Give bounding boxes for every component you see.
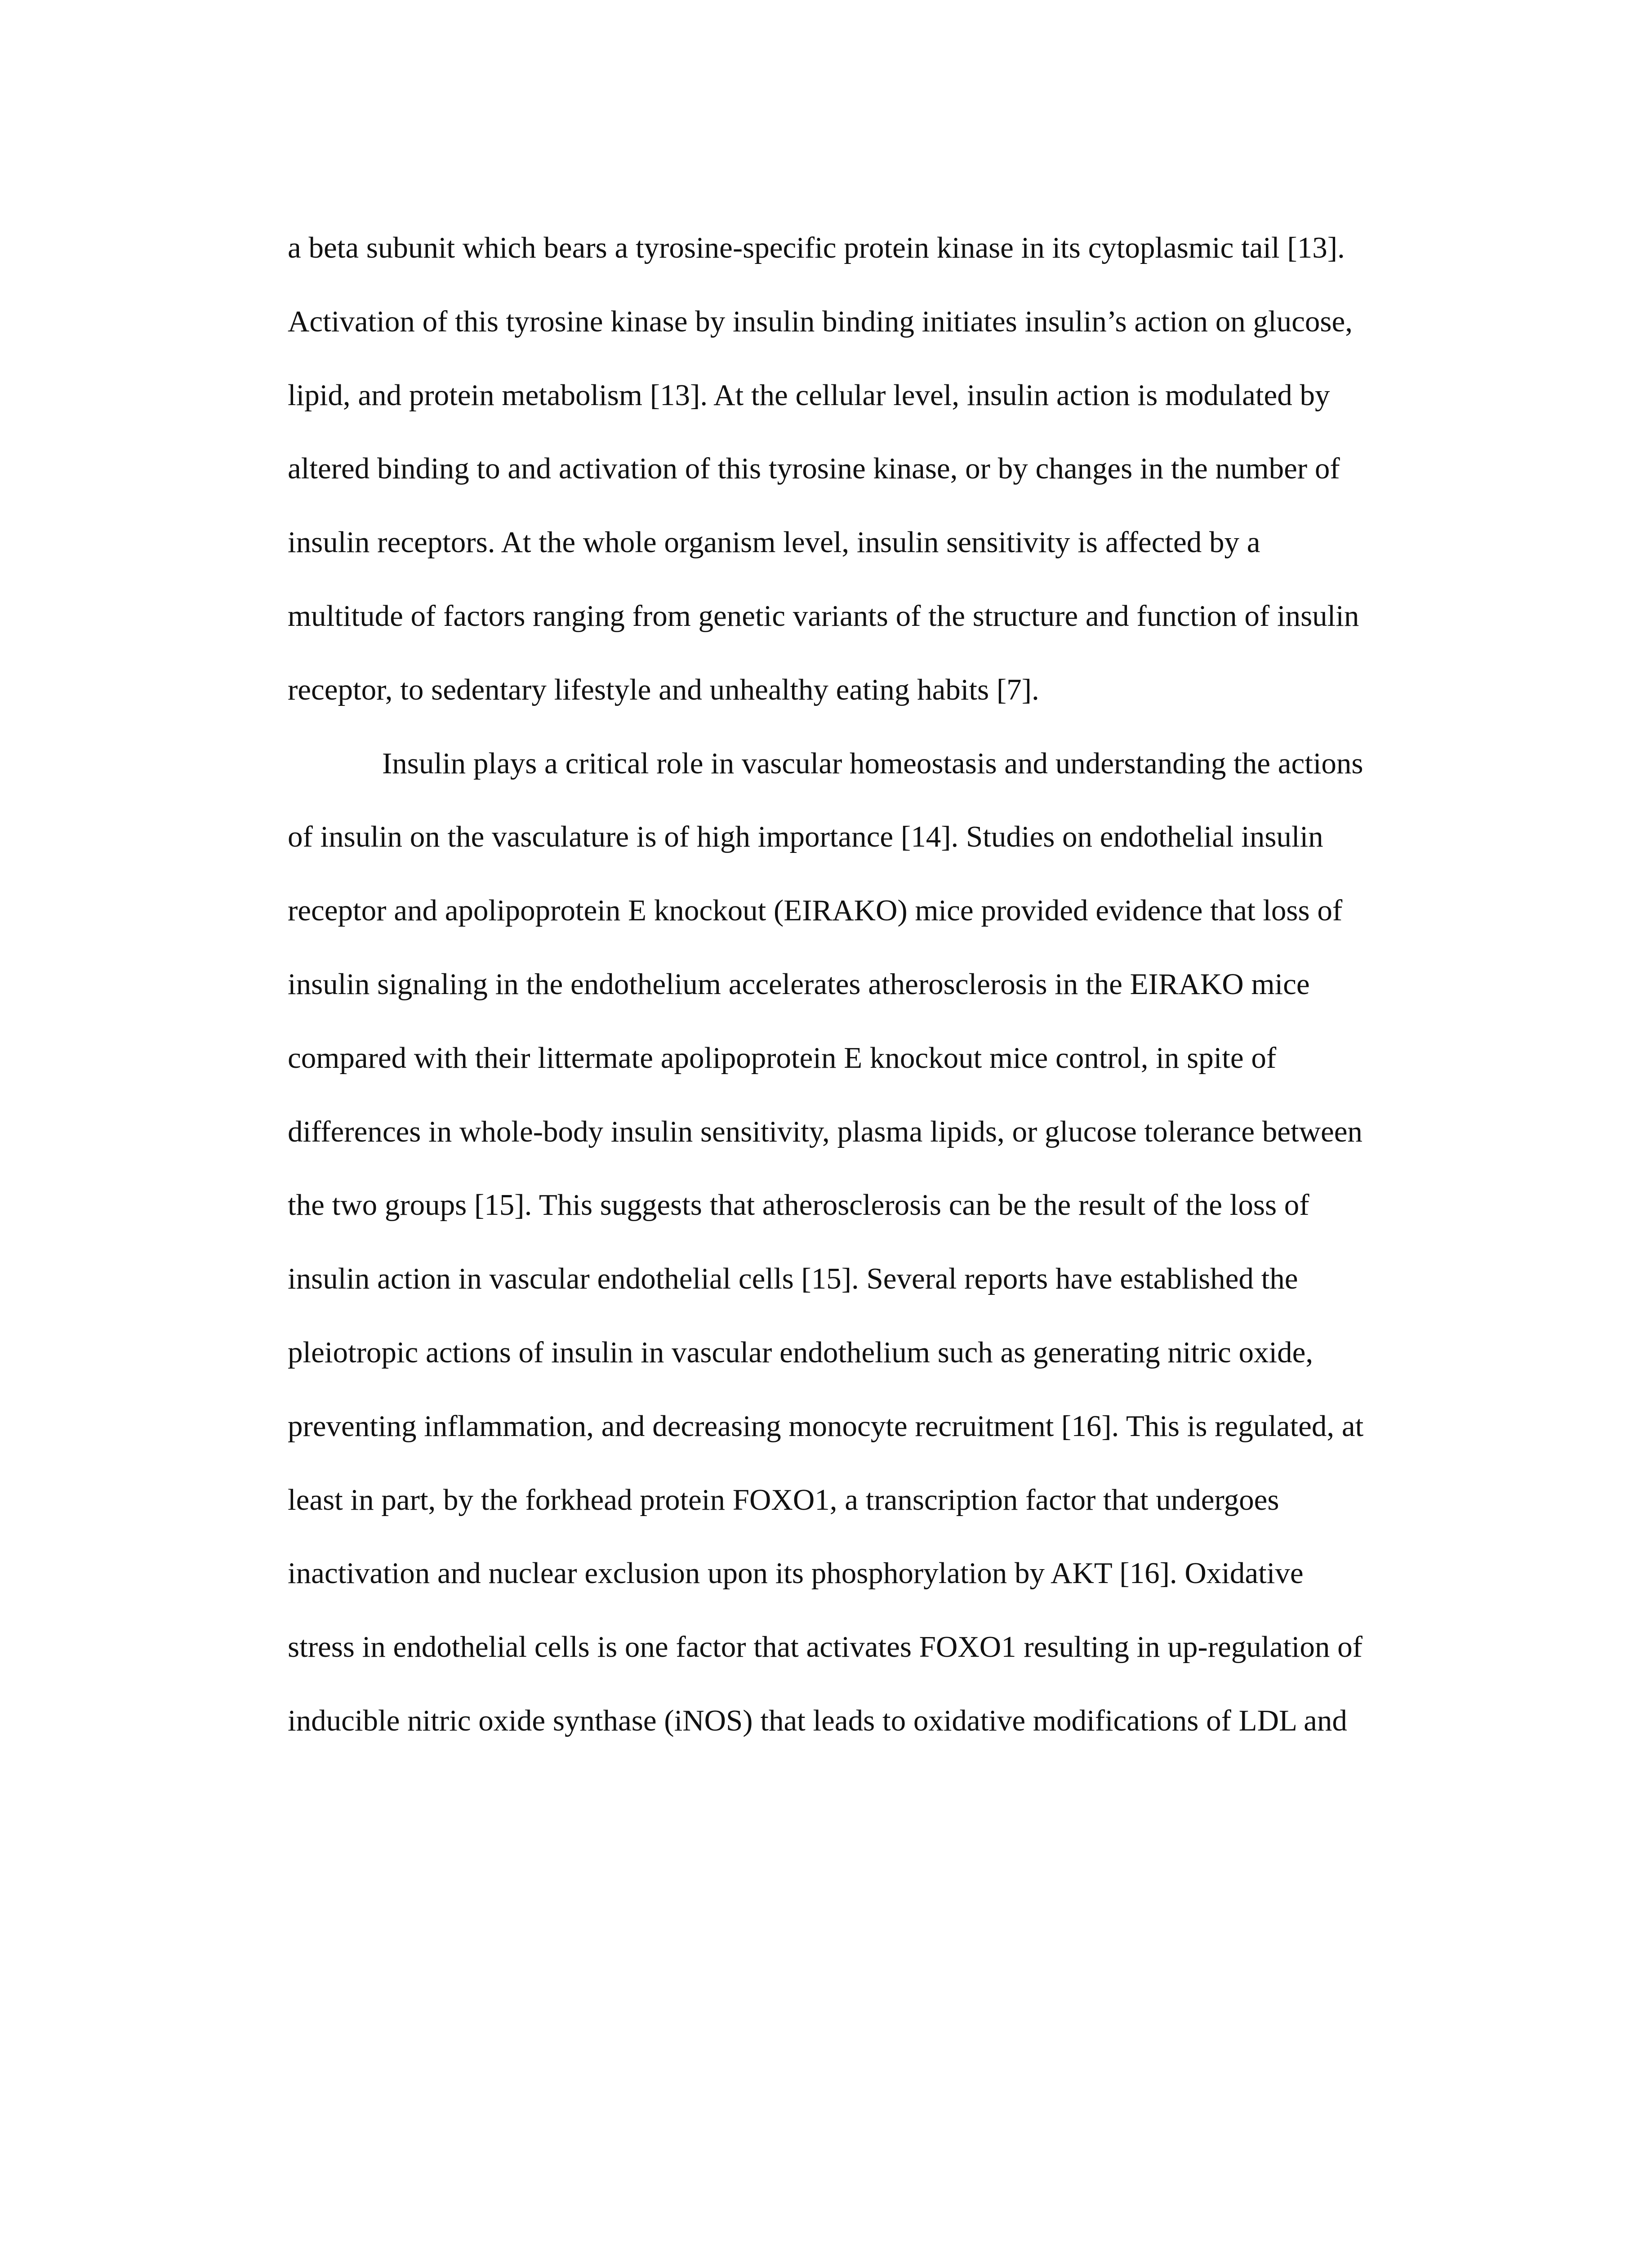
text-line: differences in whole-body insulin sensitivity, plasma lipids, or glucose tolerance between [288,1115,1363,1148]
text-line: compared with their littermate apolipoprotein E knockout mice control, in spite of [288,1041,1277,1075]
text-line: least in part, by the forkhead protein FOXO1, a transcription factor that undergoes [288,1483,1279,1517]
text-line: receptor and apolipoprotein E knockout (EIRAKO) mice provided evidence that loss of [288,894,1343,928]
text-line: inactivation and nuclear exclusion upon its phosphorylation by AKT [16]. Oxidative [288,1557,1304,1590]
text-line: Activation of this tyrosine kinase by insulin binding initiates insulin’s action on glucose, [288,304,1353,338]
text-line: preventing inflammation, and decreasing monocyte recruitment [16]. This is regulated, at [288,1409,1364,1443]
text-line: lipid, and protein metabolism [13]. At the cellular level, insulin action is modulated by [288,378,1330,412]
text-line: multitude of factors ranging from genetic variants of the structure and function of insulin [288,599,1359,633]
text-line: pleiotropic actions of insulin in vascular endothelium such as generating nitric oxide, [288,1335,1314,1369]
paragraph-first-line: Insulin plays a critical role in vascular homeostasis and understanding the actions [382,746,1363,780]
text-line: the two groups [15]. This suggests that atherosclerosis can be the result of the loss of [288,1188,1309,1222]
text-line: receptor, to sedentary lifestyle and unhealthy eating habits [7]. [288,673,1039,706]
text-line: insulin receptors. At the whole organism level, insulin sensitivity is affected by a [288,526,1260,559]
text-line: insulin action in vascular endothelial cells [15]. Several reports have established the [288,1262,1298,1296]
text-line: altered binding to and activation of this tyrosine kinase, or by changes in the number of [288,452,1340,486]
text-line: of insulin on the vasculature is of high importance [14]. Studies on endothelial insulin [288,820,1323,854]
text-line: a beta subunit which bears a tyrosine-specific protein kinase in its cytoplasmic tail [13]. [288,231,1345,264]
body-text [288,211,1438,1758]
text-line: stress in endothelial cells is one factor that activates FOXO1 resulting in up-regulation of [288,1630,1363,1664]
text-line: inducible nitric oxide synthase (iNOS) that leads to oxidative modifications of LDL and [288,1704,1347,1737]
text-line: insulin signaling in the endothelium accelerates atherosclerosis in the EIRAKO mice [288,967,1310,1001]
